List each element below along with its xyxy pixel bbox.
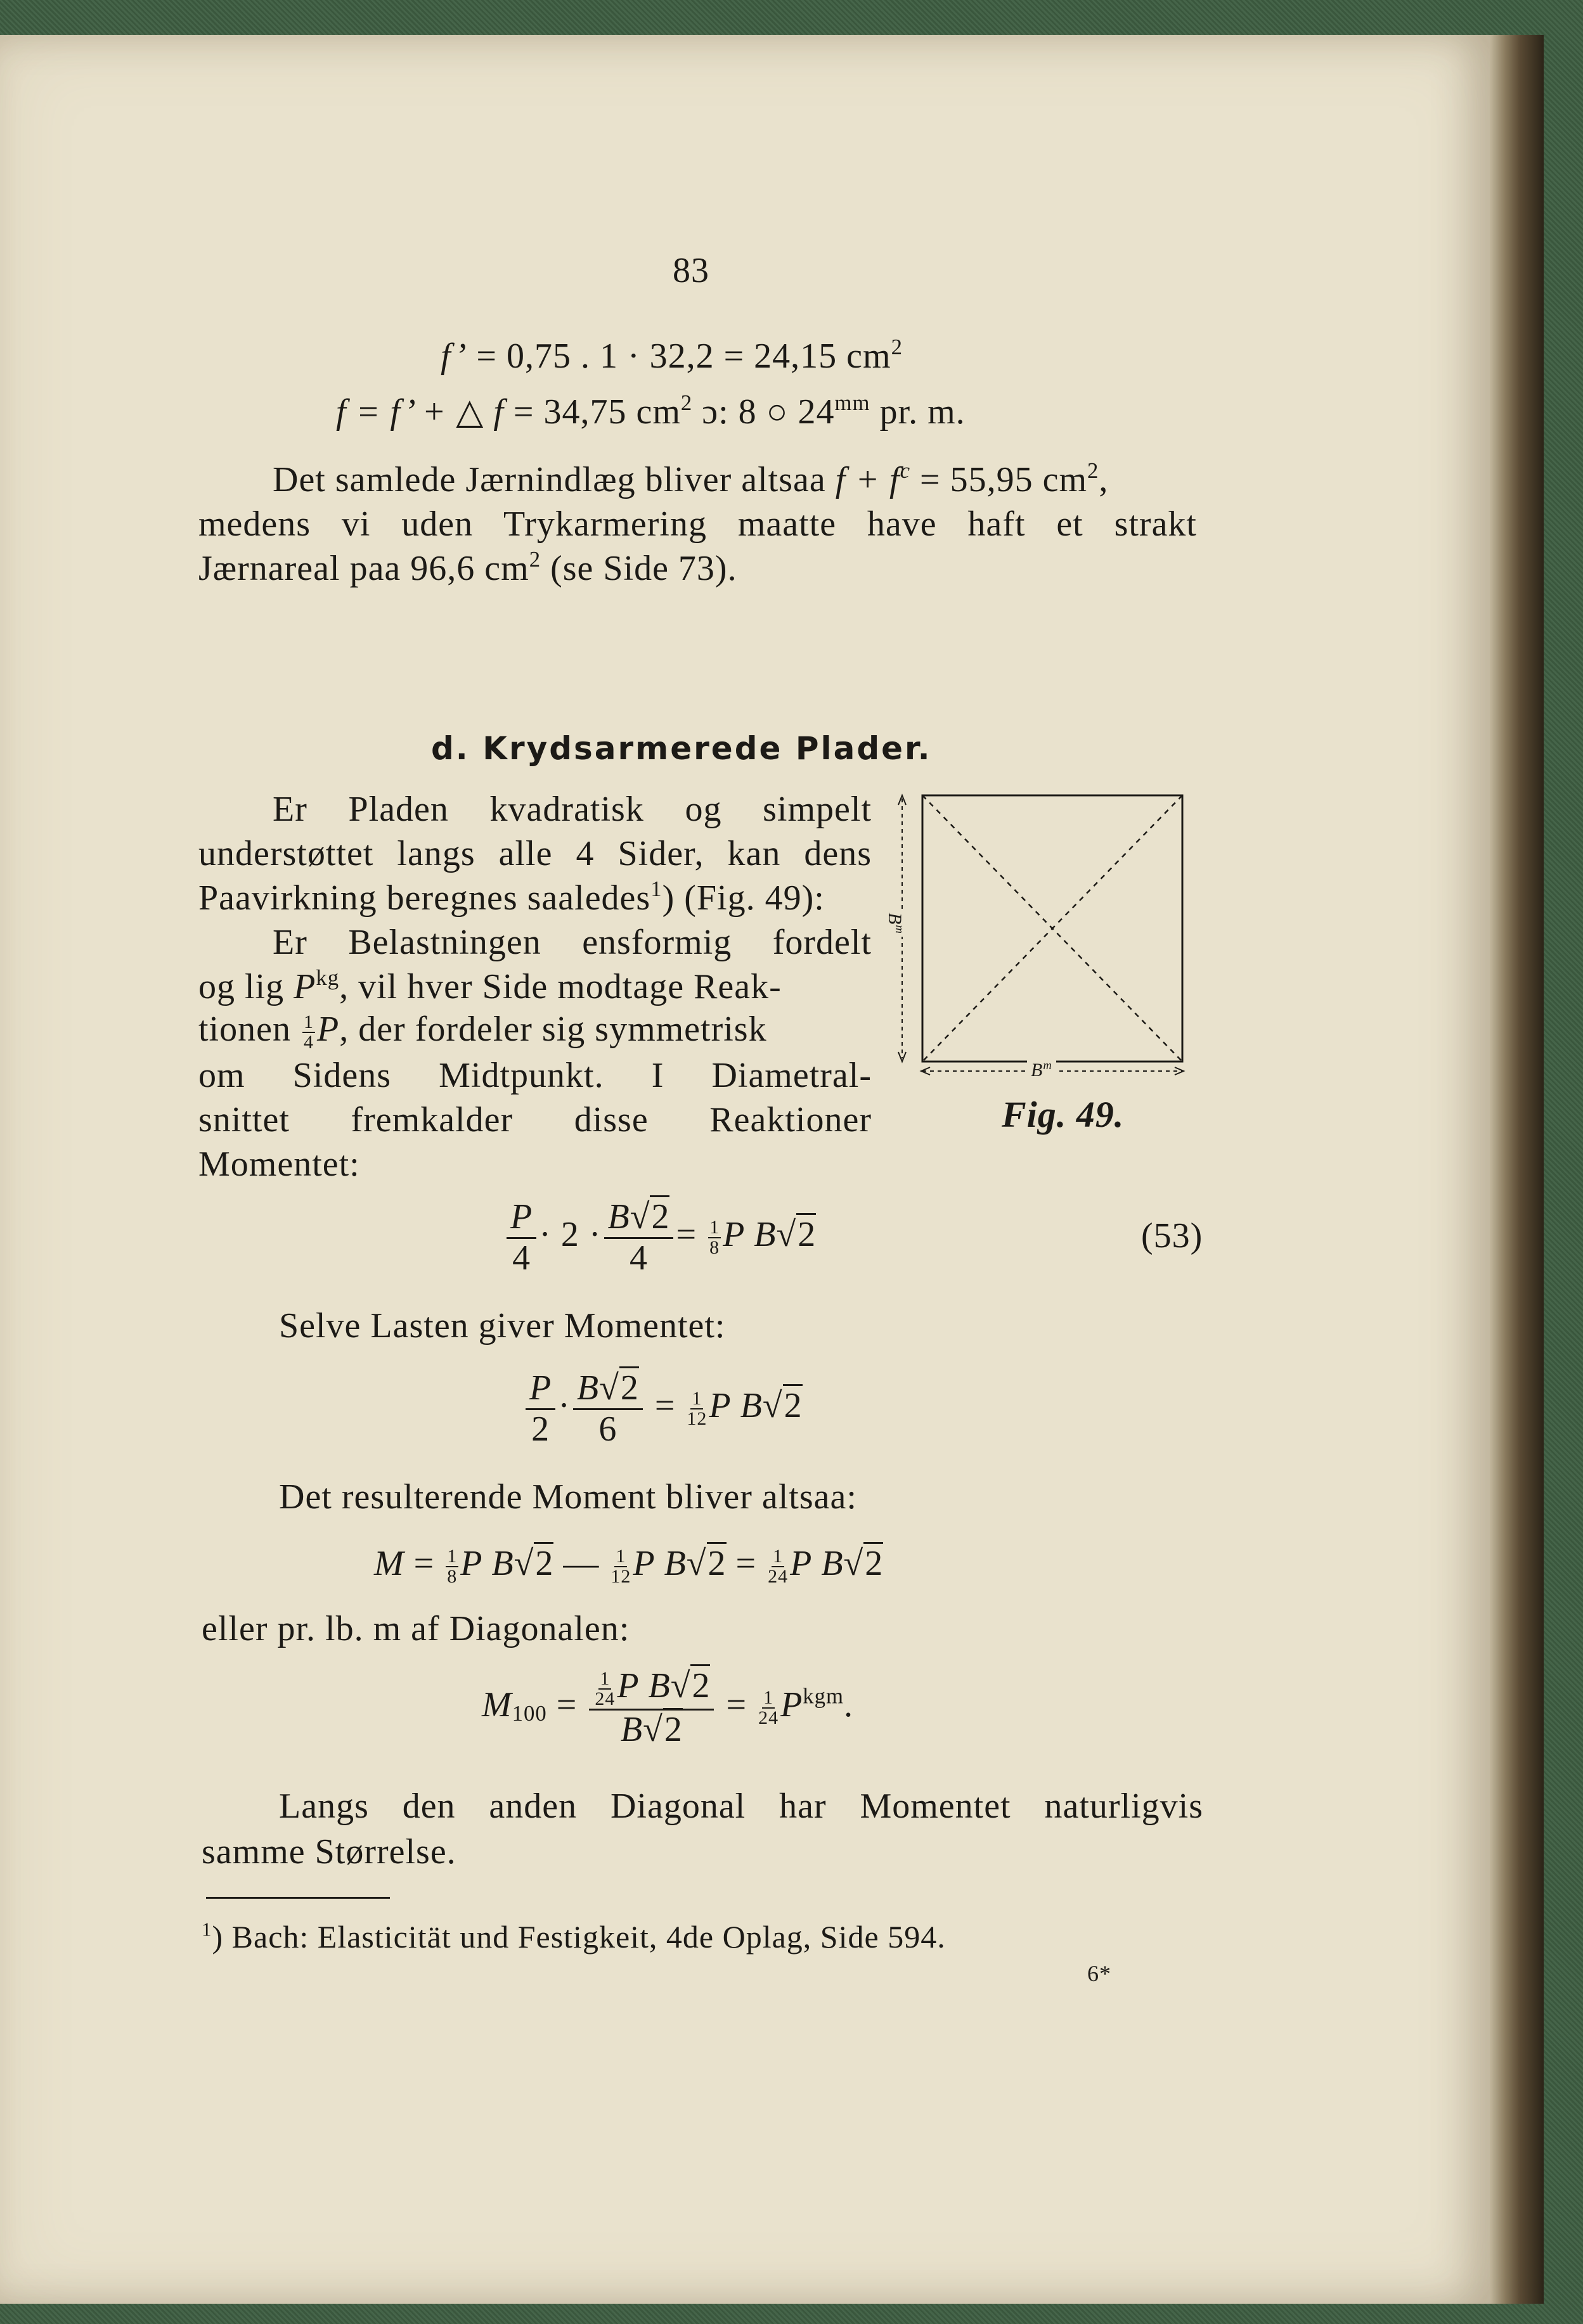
paragraph-1-line-2: medens vi uden Trykarmering maatte have haft et strakt — [198, 504, 1197, 544]
paragraph-1-line-3: Jærnareal paa 96,6 $cm^2$ (se Side 73). — [198, 547, 737, 588]
section-heading: d. Krydsarmerede Plader. — [431, 730, 932, 767]
figure-caption: Fig. 49. — [1002, 1094, 1125, 1135]
paragraph-6-line-2: samme Størrelse. — [202, 1832, 456, 1871]
paragraph-4: Det resulterende Moment bliver altsaa: — [279, 1477, 857, 1517]
page-edge — [1483, 35, 1544, 2304]
page-number: 83 — [673, 251, 709, 290]
equation-resulting-moment: M = $\frac{1}{8}$ P B√2 — $\frac{1}{12}$ P B√2 = $\frac{1}{24}$ P B√2 — [374, 1543, 883, 1586]
paragraph-3: Selve Lasten giver Momentet: — [279, 1306, 726, 1345]
paragraph-5: eller pr. lb. m af Diagonalen: — [202, 1609, 630, 1648]
paragraph-2-line-3: Paavirkning beregnes saaledes$^1$) (Fig. 49): — [198, 876, 825, 918]
paragraph-2-line-4: Er Belastningen ensformig fordelt — [273, 923, 872, 962]
signature-mark: 6* — [1087, 1961, 1111, 1986]
paragraph-2-line-1: Er Pladen kvadratisk og simpelt — [273, 790, 872, 829]
paragraph-2-line-8: snittet fremkalder disse Reaktioner — [198, 1100, 872, 1140]
paragraph-2-line-2: understøttet langs alle 4 Sider, kan dens — [198, 834, 872, 873]
paragraph-6-line-1: Langs den anden Diagonal har Momentet naturligvis — [279, 1787, 1203, 1826]
equation-53: $\frac{P}{4}$ · 2 · $\frac{B√2}{4}$ = $\frac{1}{8}$ P B√2 — [504, 1198, 816, 1278]
figure-label-vertical: $B^m$ — [884, 910, 905, 937]
paragraph-2-line-7: om Sidens Midtpunkt. I Diametral- — [198, 1056, 872, 1095]
paragraph-1-line-1: Det samlede Jærnindlæg bliver altsaa $f + f^c = 55,95$ $cm^2$, — [273, 458, 1109, 499]
figure-label-horizontal: $B^m$ — [1027, 1060, 1056, 1081]
equation-f-total: f = f’ + △ f = 34,75 $cm^2$ ɔ: 8 ○ $24^{mm}$ pr. m. — [336, 390, 966, 432]
figure-49 — [884, 783, 1201, 1138]
equation-number-53: (53) — [1141, 1216, 1203, 1255]
equation-load-moment: $\frac{P}{2}$ · $\frac{B√2}{6}$ = $\frac{1}{12}$ P B√2 — [523, 1369, 803, 1449]
figure-dim-arrow-down — [898, 1052, 906, 1062]
footnote-rule — [206, 1897, 390, 1899]
paragraph-2-line-9: Momentet: — [198, 1145, 360, 1184]
paragraph-2-line-5: og lig $P^{kg}$, vil hver Side modtage Reak- — [198, 965, 782, 1006]
equation-f-prime: f’ = 0,75 . 1 · 32,2 = 24,15 $cm^2$ — [441, 335, 903, 376]
equation-m100: $M_{100}$ = $\frac{1}{24}$ P B√2 B√2 = $\frac{1}{24}$ $P^{kgm}$. — [482, 1667, 853, 1750]
paragraph-2-line-6: tionen $\frac{1}{4}$ P, der fordeler sig symmetrisk — [198, 1010, 767, 1053]
footnote: $^1$) Bach: Elasticität und Festigkeit, 4de Oplag, Side 594. — [202, 1918, 946, 1955]
